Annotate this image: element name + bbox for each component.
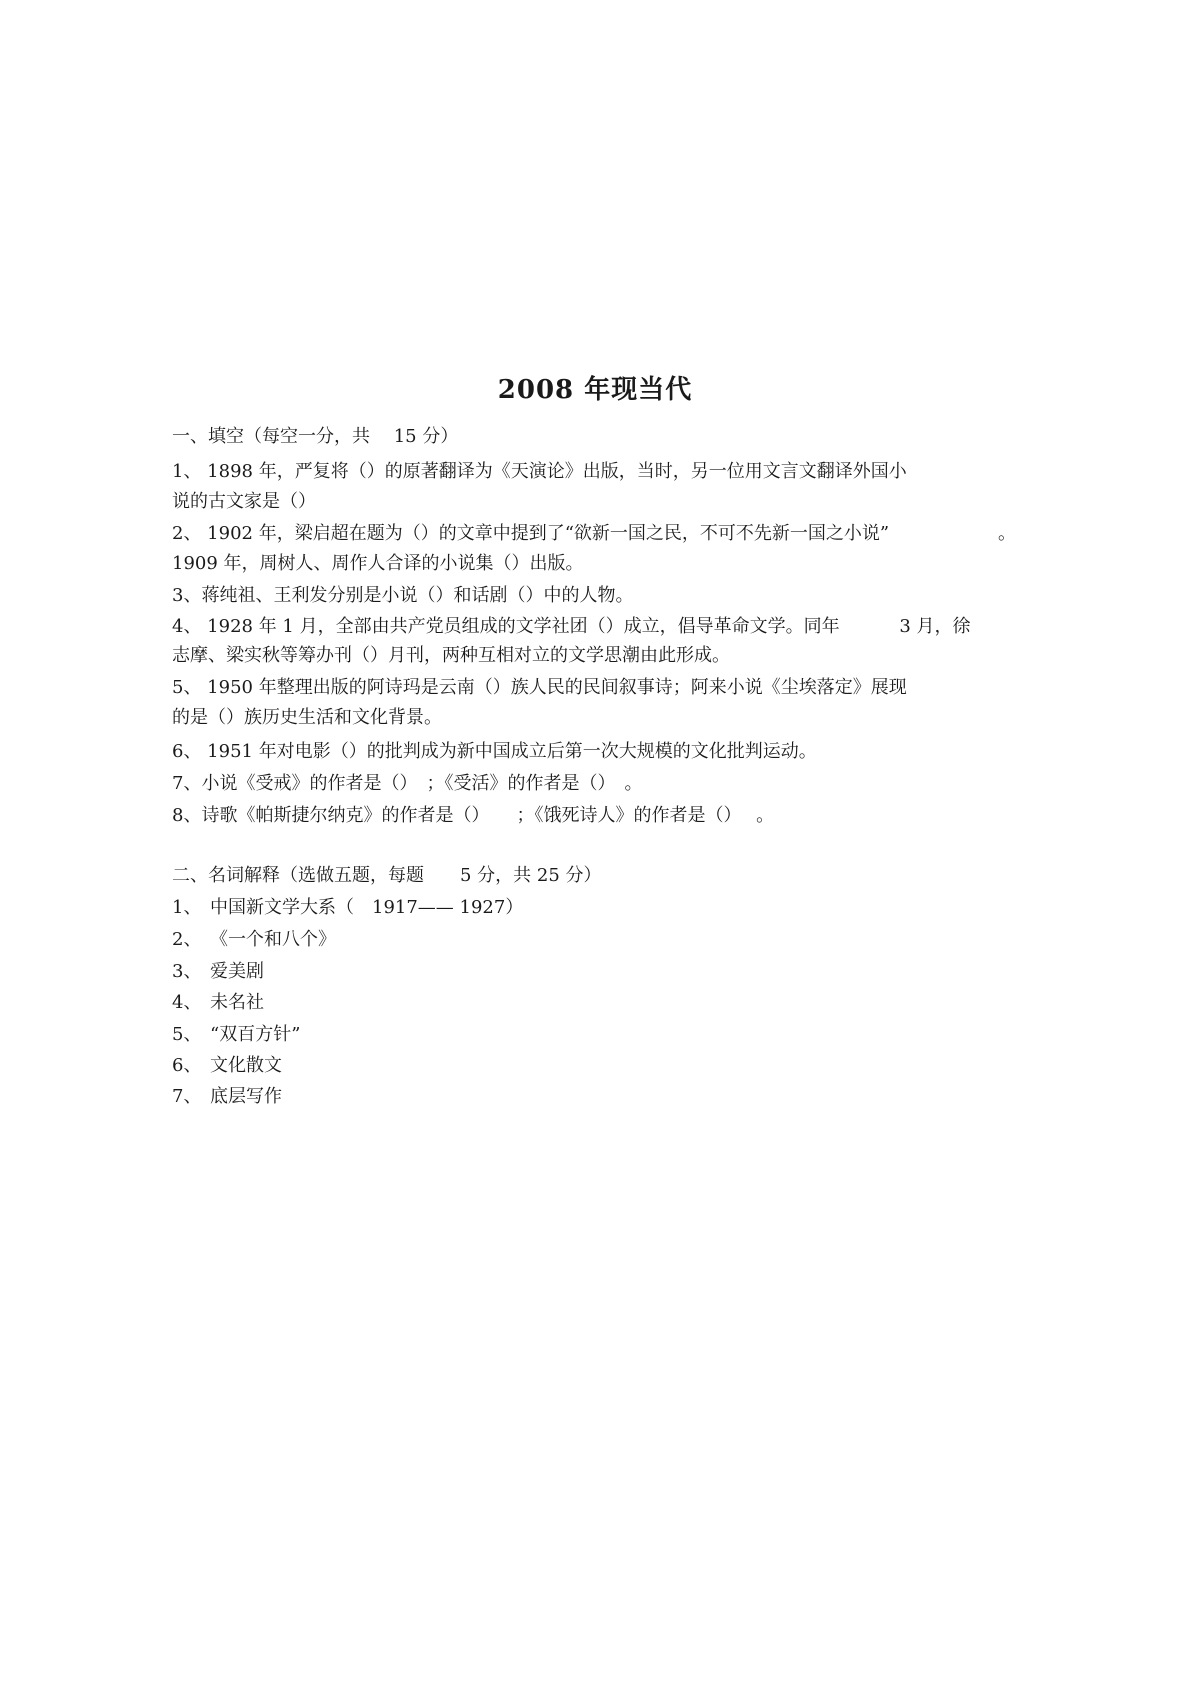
- term-text: 未名社: [210, 992, 264, 1013]
- question-line: 6、 1951 年对电影（）的批判成为新中国成立后第一次大规模的文化批判运动。: [172, 741, 817, 762]
- term-text: 文化散文: [210, 1055, 282, 1076]
- trailing-period: 。: [998, 523, 1016, 544]
- question-line: 1909 年，周树人、周作人合译的小说集（）出版。: [172, 553, 584, 574]
- term-item: [172, 1054, 282, 1078]
- term-item: [172, 1085, 282, 1109]
- term-number: 5、: [172, 1024, 202, 1045]
- question-line: 7、小说《受戒》的作者是（） ；《受活》的作者是（） 。: [172, 773, 643, 794]
- term-item: [172, 896, 523, 920]
- question-line: 的是（）族历史生活和文化背景。: [172, 707, 442, 728]
- section1-heading: 一、填空（每空一分，共 15 分）: [172, 426, 459, 447]
- term-text: 《一个和八个》: [210, 929, 336, 950]
- term-item: [172, 991, 264, 1015]
- question-line: 志摩、梁实秋等筹办刊（）月刊，两种互相对立的文学思潮由此形成。: [172, 645, 730, 666]
- term-text: 底层写作: [210, 1086, 282, 1107]
- term-number: 6、: [172, 1055, 202, 1076]
- term-number: 4、: [172, 992, 202, 1013]
- section2-heading: 二、名词解释（选做五题，每题 5 分，共 25 分）: [172, 865, 602, 886]
- question-line: 4、 1928 年 1 月，全部由共产党员组成的文学社团（）成立，倡导革命文学。同年 3 月，徐: [172, 616, 971, 637]
- question-line: 3、蒋纯祖、王利发分别是小说（）和话剧（）中的人物。: [172, 585, 634, 606]
- term-number: 3、: [172, 961, 202, 982]
- question-line: 1、 1898 年，严复将（）的原著翻译为《天演论》出版，当时，另一位用文言文翻译外国小: [172, 461, 907, 482]
- term-item: [172, 1023, 300, 1047]
- question-line: 8、诗歌《帕斯捷尔纳克》的作者是（） ；《饿死诗人》的作者是（） 。: [172, 805, 775, 826]
- term-item: [172, 960, 264, 984]
- question-line: 说的古文家是（）: [172, 491, 316, 512]
- term-item: [172, 928, 336, 952]
- question-line: 5、 1950 年整理出版的阿诗玛是云南（）族人民的民间叙事诗；阿来小说《尘埃落定》展现: [172, 677, 907, 698]
- term-number: 7、: [172, 1086, 202, 1107]
- term-text: 中国新文学大系（ 1917—— 1927）: [210, 897, 524, 918]
- question-line: 2、 1902 年，梁启超在题为（）的文章中提到了“欲新一国之民，不可不先新一国之小说”: [172, 523, 890, 544]
- term-text: 爱美剧: [210, 961, 264, 982]
- page-title: 2008 年现当代: [497, 375, 693, 405]
- term-text: “双百方针”: [210, 1024, 301, 1045]
- term-number: 2、: [172, 929, 202, 950]
- term-number: 1、: [172, 897, 202, 918]
